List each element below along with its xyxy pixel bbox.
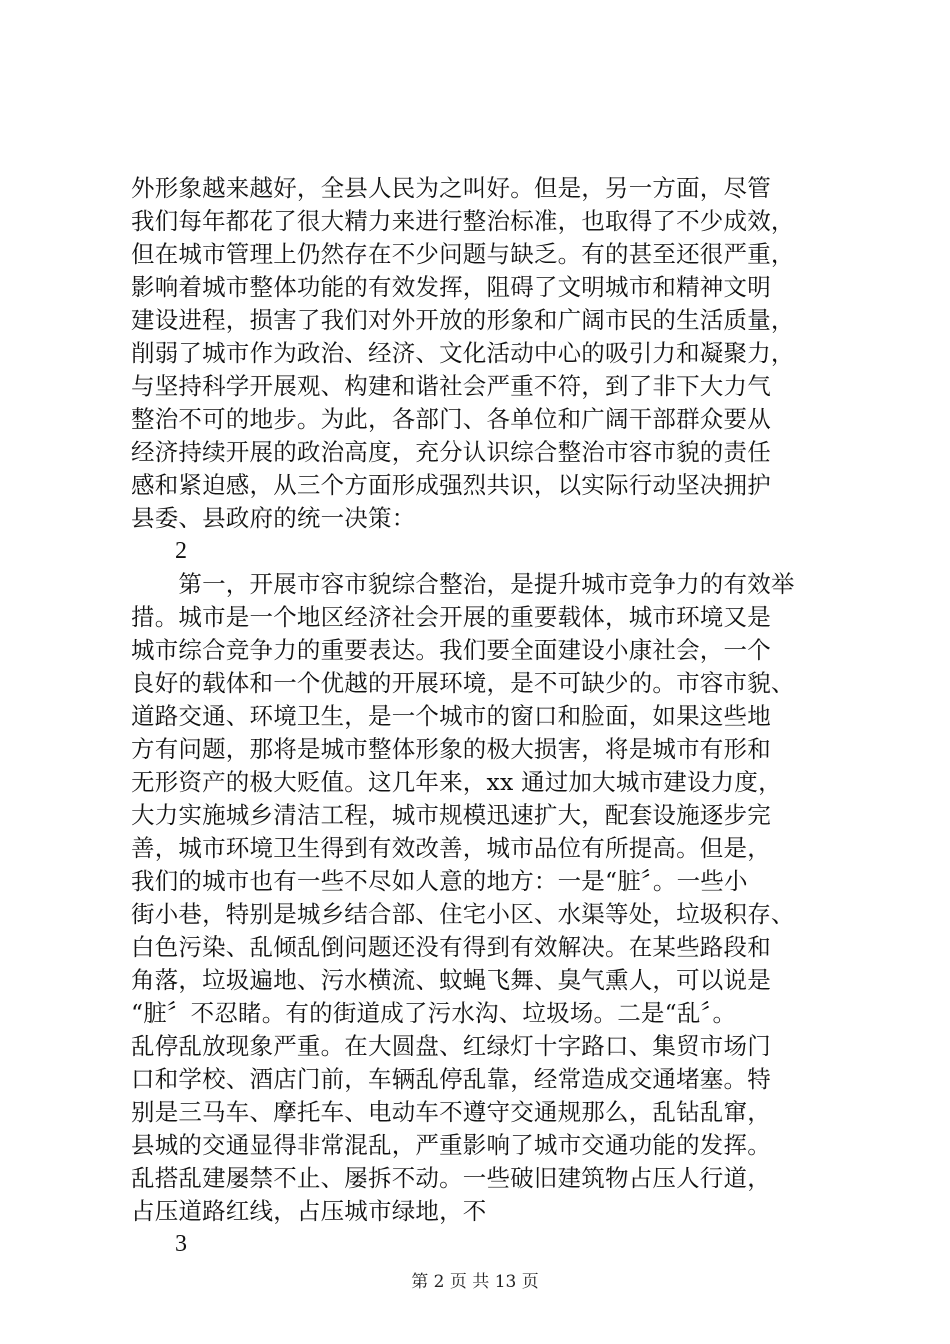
text-line: 建设进程，损害了我们对外开放的形象和广阔市民的生活质量， bbox=[131, 306, 795, 334]
page-footer: 第 2 页 共 13 页 bbox=[411, 1272, 539, 1292]
text-line: 口和学校、酒店门前，车辆乱停乱靠，经常造成交通堵塞。特 bbox=[131, 1065, 771, 1093]
text-line: 我们每年都花了很大精力来进行整治标准，也取得了不少成效， bbox=[131, 207, 795, 235]
text-line: 角落，垃圾遍地、污水横流、蚊蝇飞舞、臭气熏人，可以说是 bbox=[131, 966, 771, 994]
page-number-marker: 2 bbox=[175, 538, 187, 564]
text-line: 大力实施城乡清洁工程，城市规模迅速扩大，配套设施逐步完 bbox=[131, 801, 771, 829]
text-line: 城市综合竞争力的重要表达。我们要全面建设小康社会，一个 bbox=[131, 636, 771, 664]
text-line: 我们的城市也有一些不尽如人意的地方：一是“脏〞。一些小 bbox=[131, 867, 748, 895]
text-line: 道路交通、环境卫生，是一个城市的窗口和脸面，如果这些地 bbox=[131, 702, 771, 730]
text-line: 方有问题，那将是城市整体形象的极大损害，将是城市有形和 bbox=[131, 735, 771, 763]
text-line: 削弱了城市作为政治、经济、文化活动中心的吸引力和凝聚力， bbox=[131, 339, 795, 367]
text-line: 经济持续开展的政治高度，充分认识综合整治市容市貌的责任 bbox=[131, 438, 771, 466]
text-line: 街小巷，特别是城乡结合部、住宅小区、水渠等处，垃圾积存、 bbox=[131, 900, 795, 928]
page-number-marker: 3 bbox=[175, 1231, 187, 1257]
text-line: 县委、县政府的统一决策： bbox=[131, 504, 416, 532]
paragraph-first-line: 第一，开展市容市貌综合整治，是提升城市竞争力的有效举 bbox=[131, 570, 795, 598]
text-line: 良好的载体和一个优越的开展环境，是不可缺少的。市容市貌、 bbox=[131, 669, 795, 697]
text-line: 措。城市是一个地区经济社会开展的重要载体，城市环境又是 bbox=[131, 603, 771, 631]
text-line: 别是三马车、摩托车、电动车不遵守交通规那么，乱钻乱窜， bbox=[131, 1098, 771, 1126]
text-line: 外形象越来越好，全县人民为之叫好。但是，另一方面，尽管 bbox=[131, 174, 771, 202]
text-line: 但在城市管理上仍然存在不少问题与缺乏。有的甚至还很严重， bbox=[131, 240, 795, 268]
text-line: 白色污染、乱倾乱倒问题还没有得到有效解决。在某些路段和 bbox=[131, 933, 771, 961]
text-line: 与坚持科学开展观、构建和谐社会严重不符，到了非下大力气 bbox=[131, 372, 771, 400]
text-line: 县城的交通显得非常混乱，严重影响了城市交通功能的发挥。 bbox=[131, 1131, 771, 1159]
text-line: “脏〞不忍睹。有的街道成了污水沟、垃圾场。二是“乱〞。 bbox=[131, 999, 737, 1027]
text-line: 无形资产的极大贬值。这几年来，xx 通过加大城市建设力度， bbox=[131, 768, 782, 796]
text-line: 乱停乱放现象严重。在大圆盘、红绿灯十字路口、集贸市场门 bbox=[131, 1032, 771, 1060]
text-line: 占压道路红线，占压城市绿地，不 bbox=[131, 1197, 487, 1225]
text-line: 感和紧迫感，从三个方面形成强烈共识，以实际行动坚决拥护 bbox=[131, 471, 771, 499]
text-line: 乱搭乱建屡禁不止、屡拆不动。一些破旧建筑物占压人行道， bbox=[131, 1164, 771, 1192]
text-line: 善，城市环境卫生得到有效改善，城市品位有所提高。但是， bbox=[131, 834, 771, 862]
text-line: 影响着城市整体功能的有效发挥，阻碍了文明城市和精神文明 bbox=[131, 273, 771, 301]
text-line: 整治不可的地步。为此，各部门、各单位和广阔干部群众要从 bbox=[131, 405, 771, 433]
